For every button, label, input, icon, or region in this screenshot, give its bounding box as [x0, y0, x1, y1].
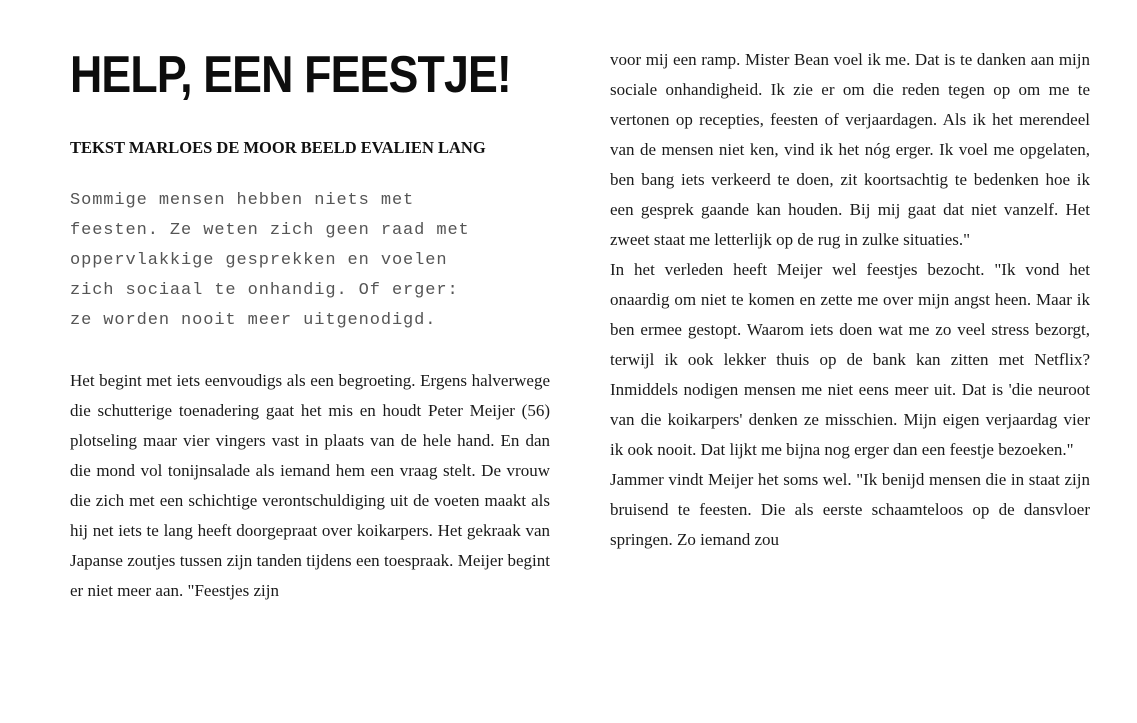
article-title: HELP, EEN FEESTJE! — [70, 46, 511, 104]
article-credits: TEKST MARLOES DE MOOR BEELD EVALIEN LANG — [70, 138, 486, 157]
intro-line: oppervlakkige gesprekken en voelen — [70, 251, 448, 270]
body-text-continued — [610, 45, 1090, 555]
intro-line: feesten. Ze weten zich geen raad met — [70, 221, 470, 240]
left-column — [70, 40, 550, 606]
intro-line: ze worden nooit meer uitgenodigd. — [70, 311, 437, 330]
body-paragraph: Het begint met iets eenvoudigs als een begroeting. Ergens halverwege die schutterige toenadering gaat het mis en houdt Peter Meijer (56) plotseling maar vier vingers vast in plaats van de hele hand. En dan die mond vol tonijnsalade als iemand hem een vraag stelt. De vrouw die zich met een schichtige verontschuldiging uit de voeten maakt als hij net iets te lang heeft doorgepraat over koikarpers. Het gekraak van Japanse zoutjes tussen zijn tanden tijdens een toespraak. Meijer begint er niet meer aan. "Feestjes zijn — [70, 371, 550, 600]
body-paragraph: Jammer vindt Meijer het soms wel. "Ik benijd mensen die in staat zijn bruisend te feesten. Die als eerste schaamteloos op de dansvloer springen. Zo iemand zou — [610, 470, 1090, 549]
right-column — [610, 45, 1090, 555]
body-paragraph: In het verleden heeft Meijer wel feestjes bezocht. "Ik vond het onaardig om niet te komen en zette me over mijn angst heen. Maar ik ben ermee gestopt. Waarom iets doen wat me zo veel stress bezorgt, terwijl ik ook lekker thuis op de bank kan zitten met Netflix? Inmiddels nodigen mensen me niet eens meer uit. Dat is 'die neuroot van die koikarpers' denken ze misschien. Mijn eigen verjaardag vier ik ook nooit. Dat lijkt me bijna nog erger dan een feestje bezoeken." — [610, 260, 1090, 459]
intro-line: Sommige mensen hebben niets met — [70, 191, 415, 210]
article-intro — [70, 186, 550, 336]
body-paragraph: voor mij een ramp. Mister Bean voel ik me. Dat is te danken aan mijn sociale onhandigheid. Ik zie er om die reden tegen op om me te vertonen op recepties, feesten of verjaardagen. Als ik het merendeel van de mensen niet ken, vind ik het nóg erger. Ik voel me opgelaten, ben bang iets verkeerd te doen, zit koortsachtig te bedenken hoe ik een gesprek gaande kan houden. Bij mij gaat dat niet vanzelf. Het zweet staat me letterlijk op de rug in zulke situaties." — [610, 50, 1090, 249]
intro-line: zich sociaal te onhandig. Of erger: — [70, 281, 459, 300]
